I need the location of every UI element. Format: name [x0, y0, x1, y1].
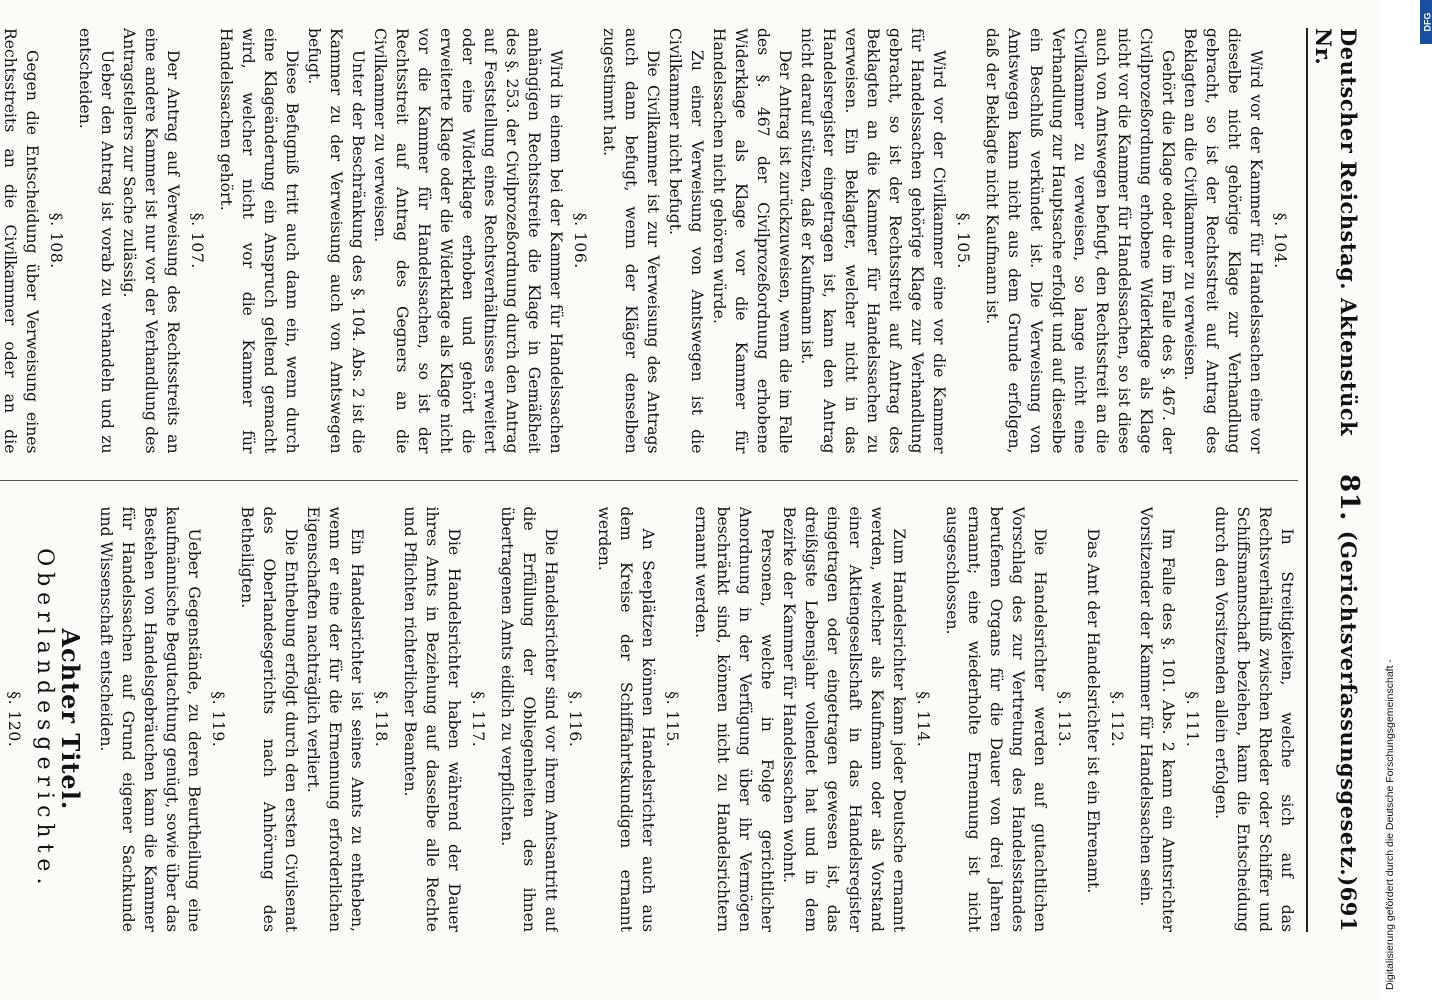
section-number: §. 117.	[469, 691, 487, 748]
paragraph: Das Amt der Handelsrichter ist ein Ehrenamt.	[1084, 528, 1102, 894]
section-number: §. 106.	[571, 212, 589, 269]
column-divider	[0, 480, 1298, 481]
paragraph: An Seeplätzen können Handelsrichter auch aus dem Kreise der Schifffahrtskundigen ernannt werden.	[595, 506, 657, 932]
paragraph: Die Civilkammer ist zur Verweisung des Antrags auch dann befugt, wenn der Kläger denselben zugestimmt hat.	[600, 28, 662, 454]
chapter-title: Achter Titel.	[56, 628, 85, 811]
chapter-subtitle: Oberlandesgerichte.	[32, 548, 57, 891]
dfg-logo-text: DFG	[1422, 12, 1432, 32]
paragraph: Zu einer Verweisung von Amtswegen ist die Civilkammer nicht befugt.	[666, 28, 706, 454]
paragraph: In Streitigkeiten, welche sich auf das Rechtsverhältniß zwischen Rheder oder Schiffer und Schiffsmannschaft beziehen, kann die Entscheidung durch den Vorsitzenden allein erfolgen.	[1212, 506, 1296, 932]
section-number: §. 105.	[954, 212, 972, 269]
paragraph: Die Handelsrichter haben während der Dauer ihres Amts in Beziehung auf dasselbe alle Rechte und Pflichten richterlicher Beamten.	[401, 506, 463, 932]
paragraph: Der Antrag ist zurückzuweisen, wenn die im Falle des §. 467 der Civilprozeßordnung erhobene Widerklage als Klage vor die Kammer für Handelssachen nicht gehören würde.	[710, 28, 794, 454]
section-number: §. 116.	[566, 691, 584, 748]
paragraph: Die Handelsrichter werden auf gutachtlichen Vorschlag des zur Vertretung des Handelsstandes berufenen Organs für die Dauer von drei Jahren ernannt; eine wiederholte Ernennung ist nicht ausgeschlossen.	[943, 506, 1049, 932]
paragraph	[0, 507, 1, 933]
section-number: §. 104.	[1271, 212, 1289, 269]
paragraph: Gehört die Klage oder die im Falle des §. 467. der Civilprozeßordnung erhobene Widerklage als Klage nicht vor die Kammer für Handelssachen, so ist diese auch von Amtswegen befugt, den Rechtsstreit an die Civilkammer zu verweisen, so lange nicht eine Verhandlung zur Hauptsache erfolgt und auf dieselbe ein Beschluß verkündet ist. Die Verweisung von Amtswegen kann nicht aus dem Grunde erfolgen, daß der Beklagte nicht Kaufmann ist.	[983, 28, 1177, 454]
header-page-number: 691	[1336, 886, 1361, 932]
paragraph: Wird vor der Kammer für Handelssachen eine vor dieselbe nicht gehörige Klage zur Verhandlung gebracht, so ist der Rechtsstreit auf Antrag des Beklagten an die Civilkammer zu verweisen.	[1181, 28, 1265, 454]
paragraph: Wird in einem bei der Kammer für Handelssachen anhängigen Rechtsstreite die Klage in Gemäßheit des §. 253. der Civilprozeßordnung durch den Antrag auf Feststellung eines Rechtsverhältnisses erweitert oder eine Widerklage erhoben und gehört die erweiterte Klage oder die Widerklage als Klage nicht vor die Kammer für Handelssachen, so ist der Rechtsstreit auf Antrag des Gegners an die Civilkammer zu verweisen.	[371, 28, 565, 454]
header-law-title: (Gerichtsverfassungsgesetz.)	[1336, 530, 1361, 887]
paragraph: Die Handelsrichter sind vor ihrem Amtsantritt auf die Erfüllung der Obliegenheiten des ihnen übertragenen Amts eidlich zu verpflichten.	[498, 506, 560, 932]
header-left	[1311, 28, 1364, 887]
paragraph: Ueber den Antrag ist vorab zu verhandeln und zu entscheiden.	[76, 28, 116, 454]
page-header	[1306, 28, 1364, 932]
paragraph: Ueber Gegenstände, zu deren Beurtheilung eine kaufmännische Begutachtung genügt, sowie über das Bestehen von Handelsgebräuchen kann die Kammer für Handelssachen auf Grund eigener Sachkunde und Wissenschaft entscheiden.	[97, 506, 203, 932]
section-number: §. 118.	[372, 691, 390, 748]
paragraph: Zum Handelsrichter kann jeder Deutsche ernannt werden, welcher als Kaufmann oder als Vorstand einer Aktiengesellschaft in das Handelsregister eingetragen oder eingetragen gewesen ist, das dreißigste Lebensjahr vollendet hat und in dem Bezirke der Kammer für Handelssachen wohnt.	[780, 506, 908, 932]
section-number: §. 119.	[209, 691, 227, 748]
section-number: §. 120.	[5, 691, 23, 748]
paragraph: Ein Handelsrichter ist seines Amts zu entheben, wenn er eine der für die Ernennung erforderlichen Eigenschaften nachträglich verliert.	[304, 506, 366, 932]
paragraph: Unter der Beschränkung des §. 104. Abs. 2 ist die Kammer zu der Verweisung auch von Amtswegen befugt.	[305, 28, 367, 454]
section-number: §. 108.	[47, 212, 65, 269]
paragraph: Diese Befugniß tritt auch dann ein, wenn durch eine Klageänderung ein Anspruch geltend gemacht wird, welcher nicht vor die Kammer für Handelssachen gehört.	[217, 28, 301, 454]
section-number: §. 113.	[1055, 691, 1073, 748]
paragraph: Personen, welche in Folge gerichtlicher Anordnung in der Verfügung über ihr Vermögen beschränkt sind, können nicht zu Handelsrichtern ernannt werden.	[692, 506, 776, 932]
section-number: §. 112.	[1108, 691, 1126, 748]
dfg-logo	[1420, 0, 1432, 44]
paragraph: Im Falle des §. 101. Abs. 2 kann ein Amtsrichter Vorsitzender der Kammer für Handelssachen sein.	[1137, 506, 1177, 932]
header-reichstag-label: Deutscher Reichstag. Aktenstück Nr.	[1311, 28, 1361, 437]
section-number: §. 111.	[1183, 691, 1201, 748]
text-columns	[0, 28, 1298, 932]
paragraph: Die Enthebung erfolgt durch den ersten Civilsenat des Oberlandesgerichts nach Anhörung des Betheiligten.	[238, 506, 300, 932]
right-column	[0, 507, 1298, 933]
paragraph: Der Antrag auf Verweisung des Rechtsstreits an eine andere Kammer ist nur vor der Verhandlung des Antragstellers zur Sache zulässig.	[120, 28, 182, 454]
left-column	[0, 28, 1298, 454]
digitization-credit: Digitalisierung gefördert durch die Deutsche Forschungsgemeinschaft -	[1384, 659, 1396, 990]
section-number: §. 115.	[663, 691, 681, 748]
section-number: §. 107.	[188, 212, 206, 269]
section-number: §. 114.	[914, 691, 932, 748]
paragraph: Wird vor der Civilkammer eine vor die Kammer für Handelssachen gehörige Klage zur Verhandlung gebracht, so ist der Rechtsstreit auf Antrag des Beklagten an die Kammer für Handelssachen zu verweisen. Ein Beklagter, welcher nicht in das Handelsregister eingetragen ist, kann den Antrag nicht darauf stützen, daß er Kaufmann ist.	[798, 28, 948, 454]
header-document-number: 81.	[1334, 474, 1364, 521]
paragraph: Gegen die Entscheidung über Verweisung eines Rechtsstreits an die Civilkammer oder an die	[1, 28, 41, 454]
